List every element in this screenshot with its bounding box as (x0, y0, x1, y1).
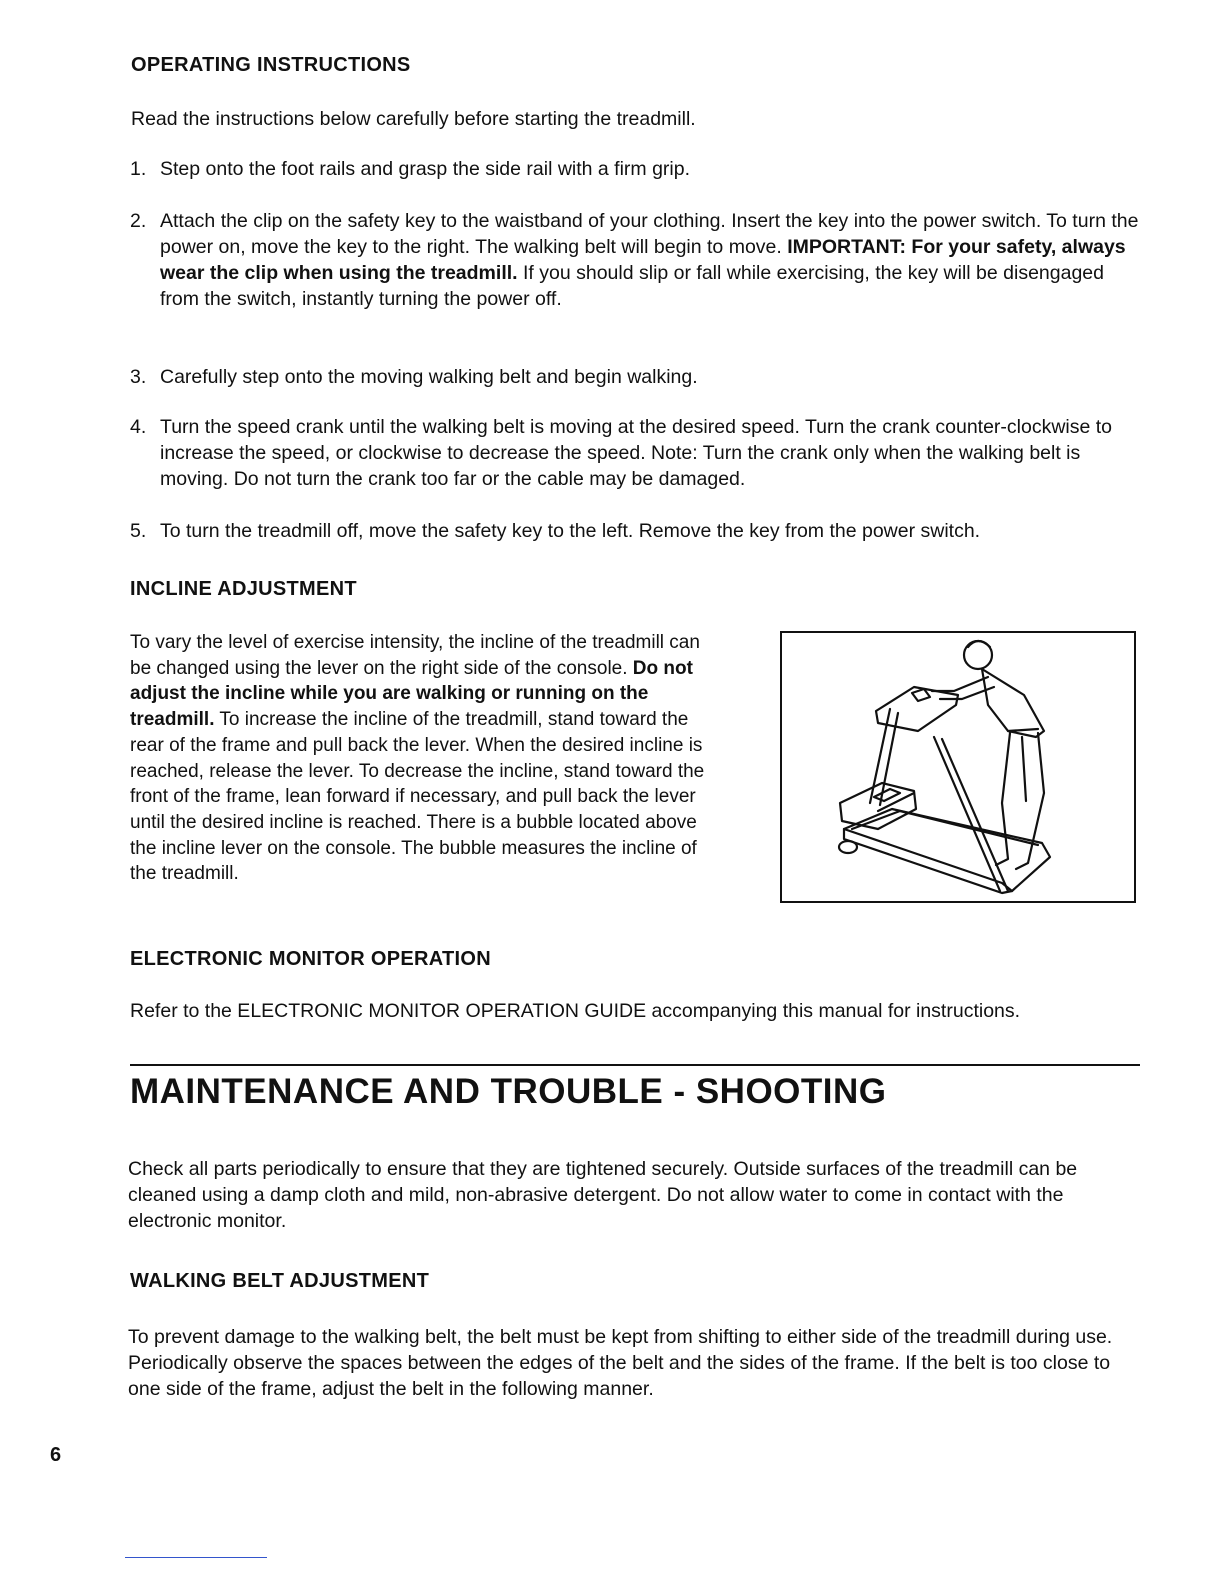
incline-warning: Do not adjust the incline while you are walking or running on the treadmill. (130, 657, 693, 731)
footer-line (125, 1557, 267, 1558)
list-item (130, 156, 1140, 182)
step-text-part: If you should slip or fall while exercising, the key will be disengaged from the switch, instantly turning the power off. (160, 262, 1104, 310)
belt-paragraph: To prevent damage to the walking belt, the belt must be kept from shifting to either side of the treadmill during use. Periodically observe the spaces between the edges of the belt and the sides of the frame. If the belt is too close to one side of the frame, adjust the belt in the following manner. (128, 1326, 1113, 1400)
motor-hood-panel (874, 789, 900, 801)
section-heading-monitor: ELECTRONIC MONITOR OPERATION (130, 948, 491, 970)
step-number: 3. (130, 366, 147, 388)
step-text: Carefully step onto the moving walking belt and begin walking. (160, 366, 698, 388)
page-title-maintenance: MAINTENANCE AND TROUBLE - SHOOTING (130, 1072, 887, 1111)
step-number: 5. (130, 520, 147, 542)
maintenance-paragraph: Check all parts periodically to ensure that they are tightened securely. Outside surfaces of the treadmill can be cleaned using a damp cloth and mild, non-abrasive detergent. Do not allow water to come in contact with the electronic monitor. (128, 1158, 1078, 1232)
person-leg-left (996, 733, 1010, 865)
side-rail-inner (934, 737, 1000, 891)
section-heading-operating: OPERATING INSTRUCTIONS (131, 54, 411, 76)
operating-intro: Read the instructions below carefully before starting the treadmill. (131, 108, 696, 130)
step-text: To turn the treadmill off, move the safety key to the left. Remove the key from the power switch. (160, 520, 981, 542)
step-number: 1. (130, 158, 147, 180)
step-text-part: Attach the clip on the safety key to the waistband of your clothing. Insert the key into the power switch. To turn the power on, move the key to the right. The walking belt will begin to move. (160, 210, 1139, 258)
list-item (130, 518, 1140, 544)
list-item (130, 208, 1140, 312)
list-item (130, 364, 1140, 390)
incline-paragraph (130, 630, 705, 887)
treadmill-illustration (780, 631, 1136, 903)
person-leg-right (1016, 733, 1044, 869)
person-arm (932, 677, 988, 691)
list-item (130, 414, 1140, 492)
front-wheel (839, 841, 857, 853)
treadmill-person-drawing (782, 633, 1134, 901)
section-divider (130, 1064, 1140, 1066)
motor-hood (840, 783, 916, 829)
person-torso (982, 669, 1044, 737)
page-number: 6 (50, 1444, 62, 1466)
section-heading-belt: WALKING BELT ADJUSTMENT (130, 1270, 430, 1292)
section-heading-incline: INCLINE ADJUSTMENT (130, 578, 357, 600)
side-rail (942, 739, 1008, 891)
step-text: Step onto the foot rails and grasp the side rail with a firm grip. (160, 158, 691, 180)
important-notice: IMPORTANT: For your safety, always wear the clip when using the treadmill. (160, 236, 1126, 284)
step-text (160, 208, 1140, 312)
incline-text-part: To increase the incline of the treadmill, stand toward the rear of the frame and pull back the lever. When the desired incline is reached, release the lever. To decrease the incline, stand toward the front of the frame, lean forward if necessary, and pull back the lever until the desired incline is reached. There is a bubble located above the incline lever on the console. The bubble measures the incline of the treadmill. (130, 709, 705, 885)
step-number: 2. (130, 210, 147, 232)
person-leg-crease (1022, 737, 1026, 801)
person-waist (1008, 729, 1038, 731)
incline-text-part: To vary the level of exercise intensity, the incline of the treadmill can be changed using the lever on the right side of the console. (130, 632, 700, 679)
console-display (912, 689, 930, 701)
monitor-paragraph: Refer to the ELECTRONIC MONITOR OPERATION GUIDE accompanying this manual for instructions. (130, 1000, 1021, 1022)
step-text: Turn the speed crank until the walking belt is moving at the desired speed. Turn the crank counter-clockwise to increase the speed, or clockwise to decrease the speed. Note: Turn the crank only when the walking belt is moving. Do not turn the crank too far or the cable may be damaged. (160, 416, 1113, 490)
step-number: 4. (130, 416, 147, 438)
console (876, 687, 958, 731)
